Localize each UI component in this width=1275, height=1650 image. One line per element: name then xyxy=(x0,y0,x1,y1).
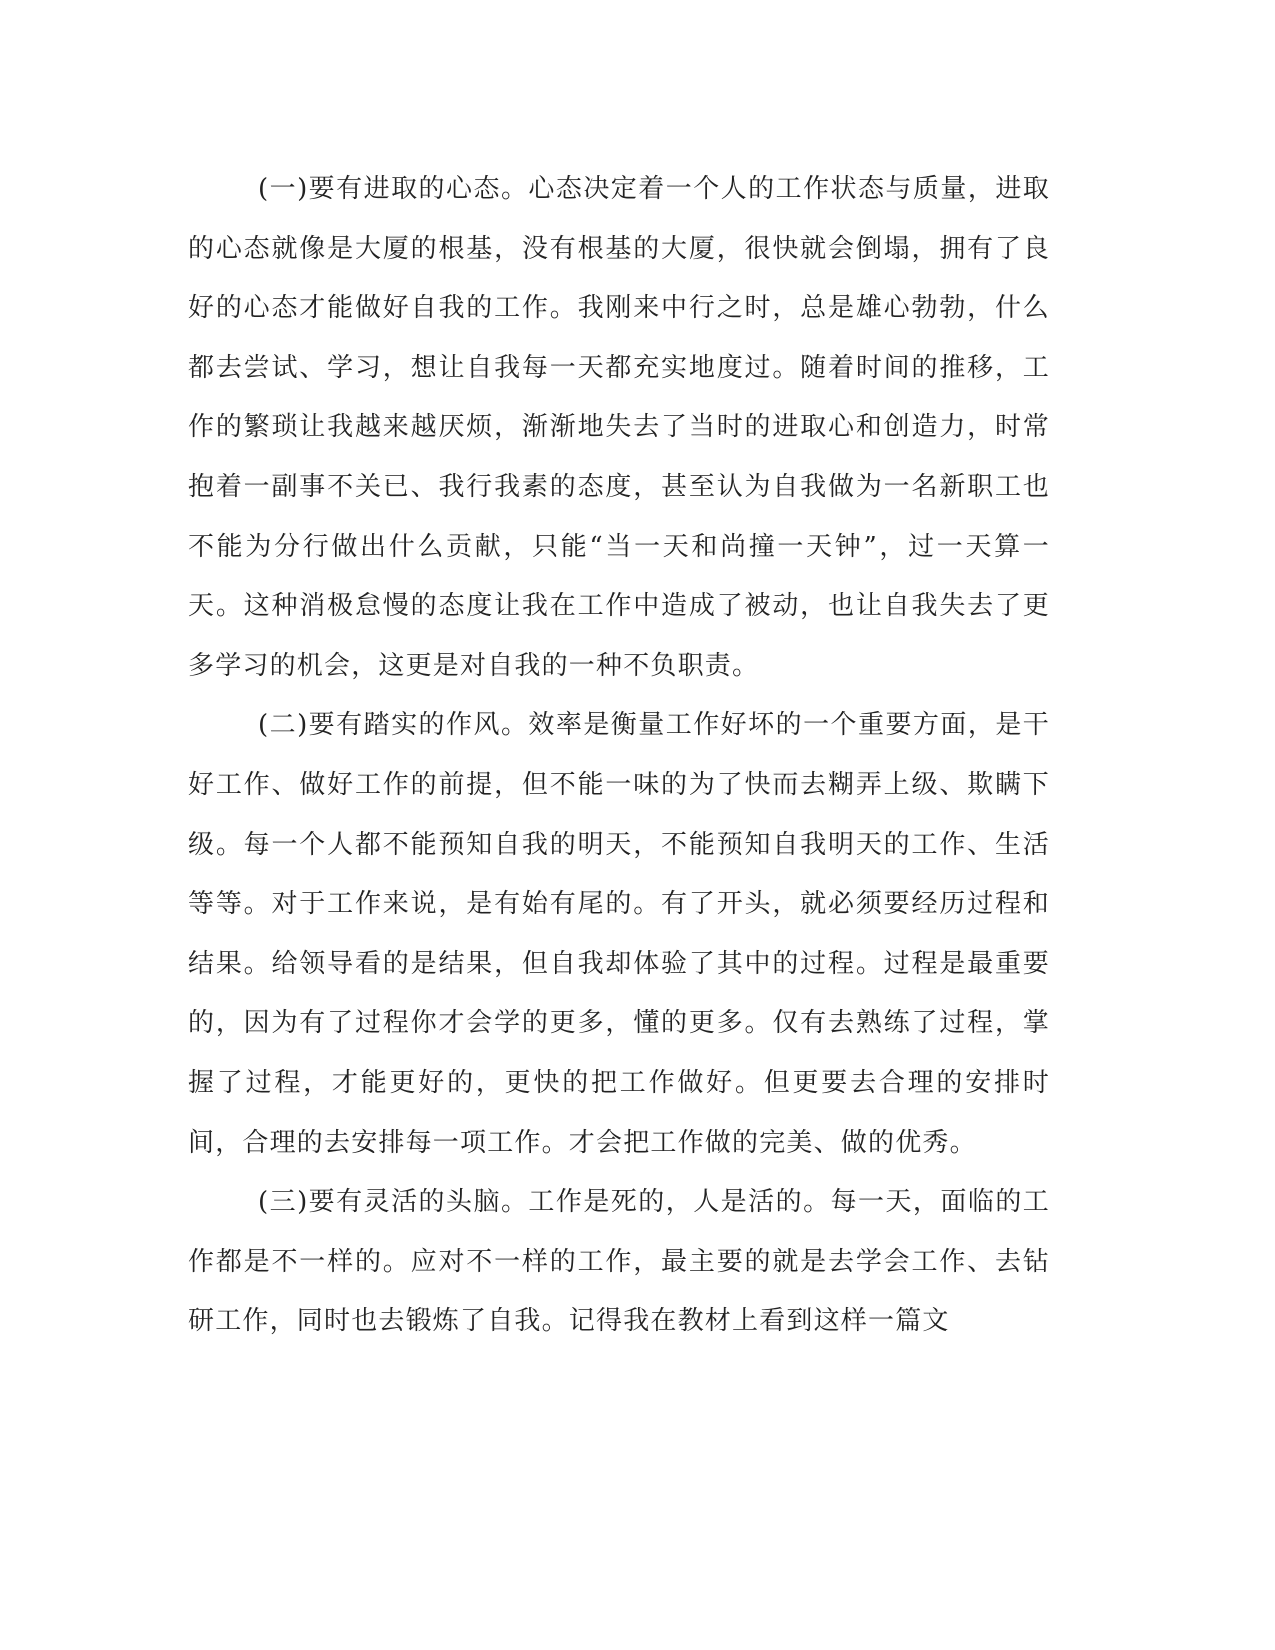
paragraph-3: (三)要有灵活的头脑。工作是死的，人是活的。每一天，面临的工作都是不一样的。应对不一样的工作，最主要的就是去学会工作、去钻研工作，同时也去锻炼了自我。记得我在教材上看到这样一篇文 xyxy=(188,1187,1050,1337)
paragraph-2: (二)要有踏实的作风。效率是衡量工作好坏的一个重要方面，是干好工作、做好工作的前提，但不能一味的为了快而去糊弄上级、欺瞒下级。每一个人都不能预知自我的明天，不能预知自我明天的工作、生活等等。对于工作来说，是有始有尾的。有了开头，就必须要经历过程和结果。给领导看的是结果，但自我却体验了其中的过程。过程是最重要的，因为有了过程你才会学的更多，懂的更多。仅有去熟练了过程，掌握了过程，才能更好的，更快的把工作做好。但更要去合理的安排时间，合理的去安排每一项工作。才会把工作做的完美、做的优秀。 xyxy=(188,710,1050,1158)
document-body xyxy=(188,160,1050,1352)
paragraph-1: (一)要有进取的心态。心态决定着一个人的工作状态与质量，进取的心态就像是大厦的根基，没有根基的大厦，很快就会倒塌，拥有了良好的心态才能做好自我的工作。我刚来中行之时，总是雄心勃勃，什么都去尝试、学习，想让自我每一天都充实地度过。随着时间的推移，工作的繁琐让我越来越厌烦，渐渐地失去了当时的进取心和创造力，时常抱着一副事不关已、我行我素的态度，甚至认为自我做为一名新职工也不能为分行做出什么贡献，只能“当一天和尚撞一天钟”，过一天算一天。这种消极怠慢的态度让我在工作中造成了被动，也让自我失去了更多学习的机会，这更是对自我的一种不负职责。 xyxy=(188,174,1050,681)
